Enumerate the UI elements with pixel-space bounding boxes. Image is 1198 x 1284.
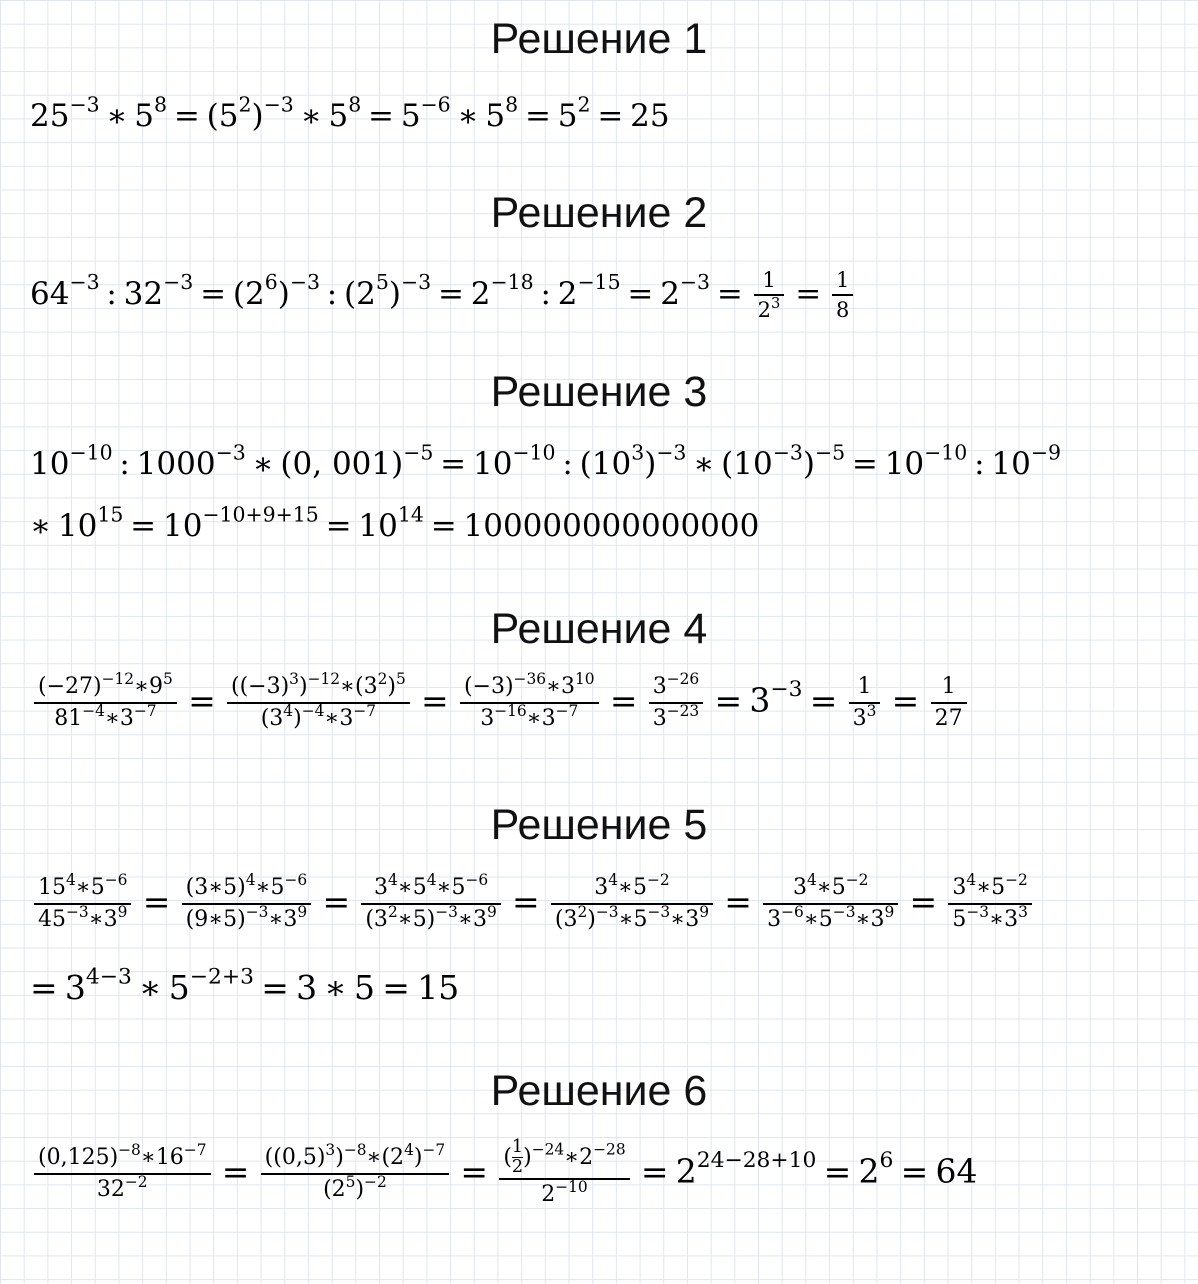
fraction: $\frac{3^4∗5^{-2}}{(3^2)^{-3}∗5^{-3}∗3^9}$ — [551, 873, 713, 934]
equation-1: $25^{-3}$ ∗ $5^8 = (5^2)^{-3}$ ∗ $5^8 = 5^{-6}$ ∗ $5^8 = 5^2 = 25$ — [30, 92, 670, 134]
fraction: $\frac{((-3)^3)^{-12}∗(3^2)^5}{(3^4)^{-4}∗3^{-7}}$ — [227, 672, 410, 733]
heading-solution-1: Решение 1 — [490, 15, 708, 63]
fraction: $\frac{15^4∗5^{-6}}{45^{-3}∗3^9}$ — [34, 873, 131, 934]
fraction: $\frac{3^4∗5^4∗5^{-6}}{(3^2∗5)^{-3}∗3^9}$ — [361, 873, 500, 934]
fraction: ( $\frac{1}{2}$ )$^{-24}∗2^{-28}$ $2^{-10}$ — [499, 1138, 629, 1209]
equation-4: $\frac{(-27)^{-12}∗9^5}{81^{-4}∗3^{-7}}$ = $\frac{((-3)^3)^{-12}∗(3^2)^5}{(3^4)^{-4}∗3^{-7}}$ = $\frac{(-3)^{-36}∗3^{10}}{3^{-16}∗3^{-7}}$ = $\frac{3^{-26}}{3^{-23}}$ = $3^{-3}$ = $\frac{1}{3^3}$ = $\frac{1}{27}$ — [30, 672, 971, 733]
heading-solution-6: Решение 6 — [490, 1067, 708, 1115]
fraction: $\frac{1}{2^3}$ — [754, 266, 785, 325]
inner-fraction: $\frac{1}{2}$ — [511, 1137, 524, 1178]
fraction: $\frac{((0,5)^3)^{-8}∗(2^4)^{-7}}{(2^5)^{-2}}$ — [261, 1143, 449, 1204]
fraction: $\frac{(-27)^{-12}∗9^5}{81^{-4}∗3^{-7}}$ — [34, 672, 177, 733]
heading-solution-2: Решение 2 — [490, 189, 708, 237]
fraction: $\frac{(-3)^{-36}∗3^{10}}{3^{-16}∗3^{-7}}$ — [460, 672, 599, 733]
fraction: $\frac{1}{3^3}$ — [849, 672, 881, 733]
equation-5-line-1: $\frac{15^4∗5^{-6}}{45^{-3}∗3^9}$ = $\frac{(3∗5)^4∗5^{-6}}{(9∗5)^{-3}∗3^9}$ = $\frac{3^4∗5^4∗5^{-6}}{(3^2∗5)^{-3}∗3^9}$ = $\frac{3^4∗5^{-2}}{(3^2)^{-3}∗5^{-3}∗3^9}$ = $\frac{3^4∗5^{-2}}{3^{-6}∗5^{-3}∗3^9}$ = $\frac{3^4∗5^{-2}}{5^{-3}∗3^3}$ — [30, 873, 1036, 934]
equation-3-line-2: ∗ $10^{15} = 10^{-10+9+15} = 10^{14} = 100000000000000$ — [30, 502, 760, 544]
equation-2: $64^{-3}$ : $32^{-3} = (2^6)^{-3}$ : $(2^5)^{-3} = 2^{-18}$ : $2^{-15} = 2^{-3}$ = $\frac{1}{2^3}$ = $\frac{1}{8}$ — [30, 266, 857, 325]
fraction: $\frac{3^4∗5^{-2}}{3^{-6}∗5^{-3}∗3^9}$ — [763, 873, 898, 934]
fraction: $\frac{1}{8}$ — [832, 266, 853, 325]
heading-solution-5: Решение 5 — [490, 801, 708, 849]
heading-solution-4: Решение 4 — [490, 605, 708, 653]
heading-solution-3: Решение 3 — [490, 368, 708, 416]
fraction: $\frac{3^4∗5^{-2}}{5^{-3}∗3^3}$ — [948, 873, 1031, 934]
fraction: $\frac{(0,125)^{-8}∗16^{-7}}{32^{-2}}$ — [34, 1143, 211, 1204]
equation-6: $\frac{(0,125)^{-8}∗16^{-7}}{32^{-2}}$ = $\frac{((0,5)^3)^{-8}∗(2^4)^{-7}}{(2^5)^{-2}}$ = ( $\frac{1}{2}$ )$^{-24}∗2^{-28}$ $2^{-10}$ = $2^{24-28+10} = 2^6 = 64$ — [30, 1138, 978, 1209]
equation-5-line-2: = $3^{4-3}$ ∗ $5^{-2+3} = 3$ ∗ 5 = 15 — [30, 964, 460, 1007]
equation-3-line-1: $10^{-10}$ : $1000^{-3}$ ∗ (0, $001)^{-5} = 10^{-10}$ : $(10^3)^{-3}$ ∗ $(10^{-3})^{-5} = 10^{-10}$ : $10^{-9}$ — [30, 440, 1061, 482]
fraction: $\frac{(3∗5)^4∗5^{-6}}{(9∗5)^{-3}∗3^9}$ — [182, 873, 312, 934]
fraction: $\frac{3^{-26}}{3^{-23}}$ — [649, 672, 703, 733]
fraction: $\frac{1}{27}$ — [931, 672, 967, 733]
